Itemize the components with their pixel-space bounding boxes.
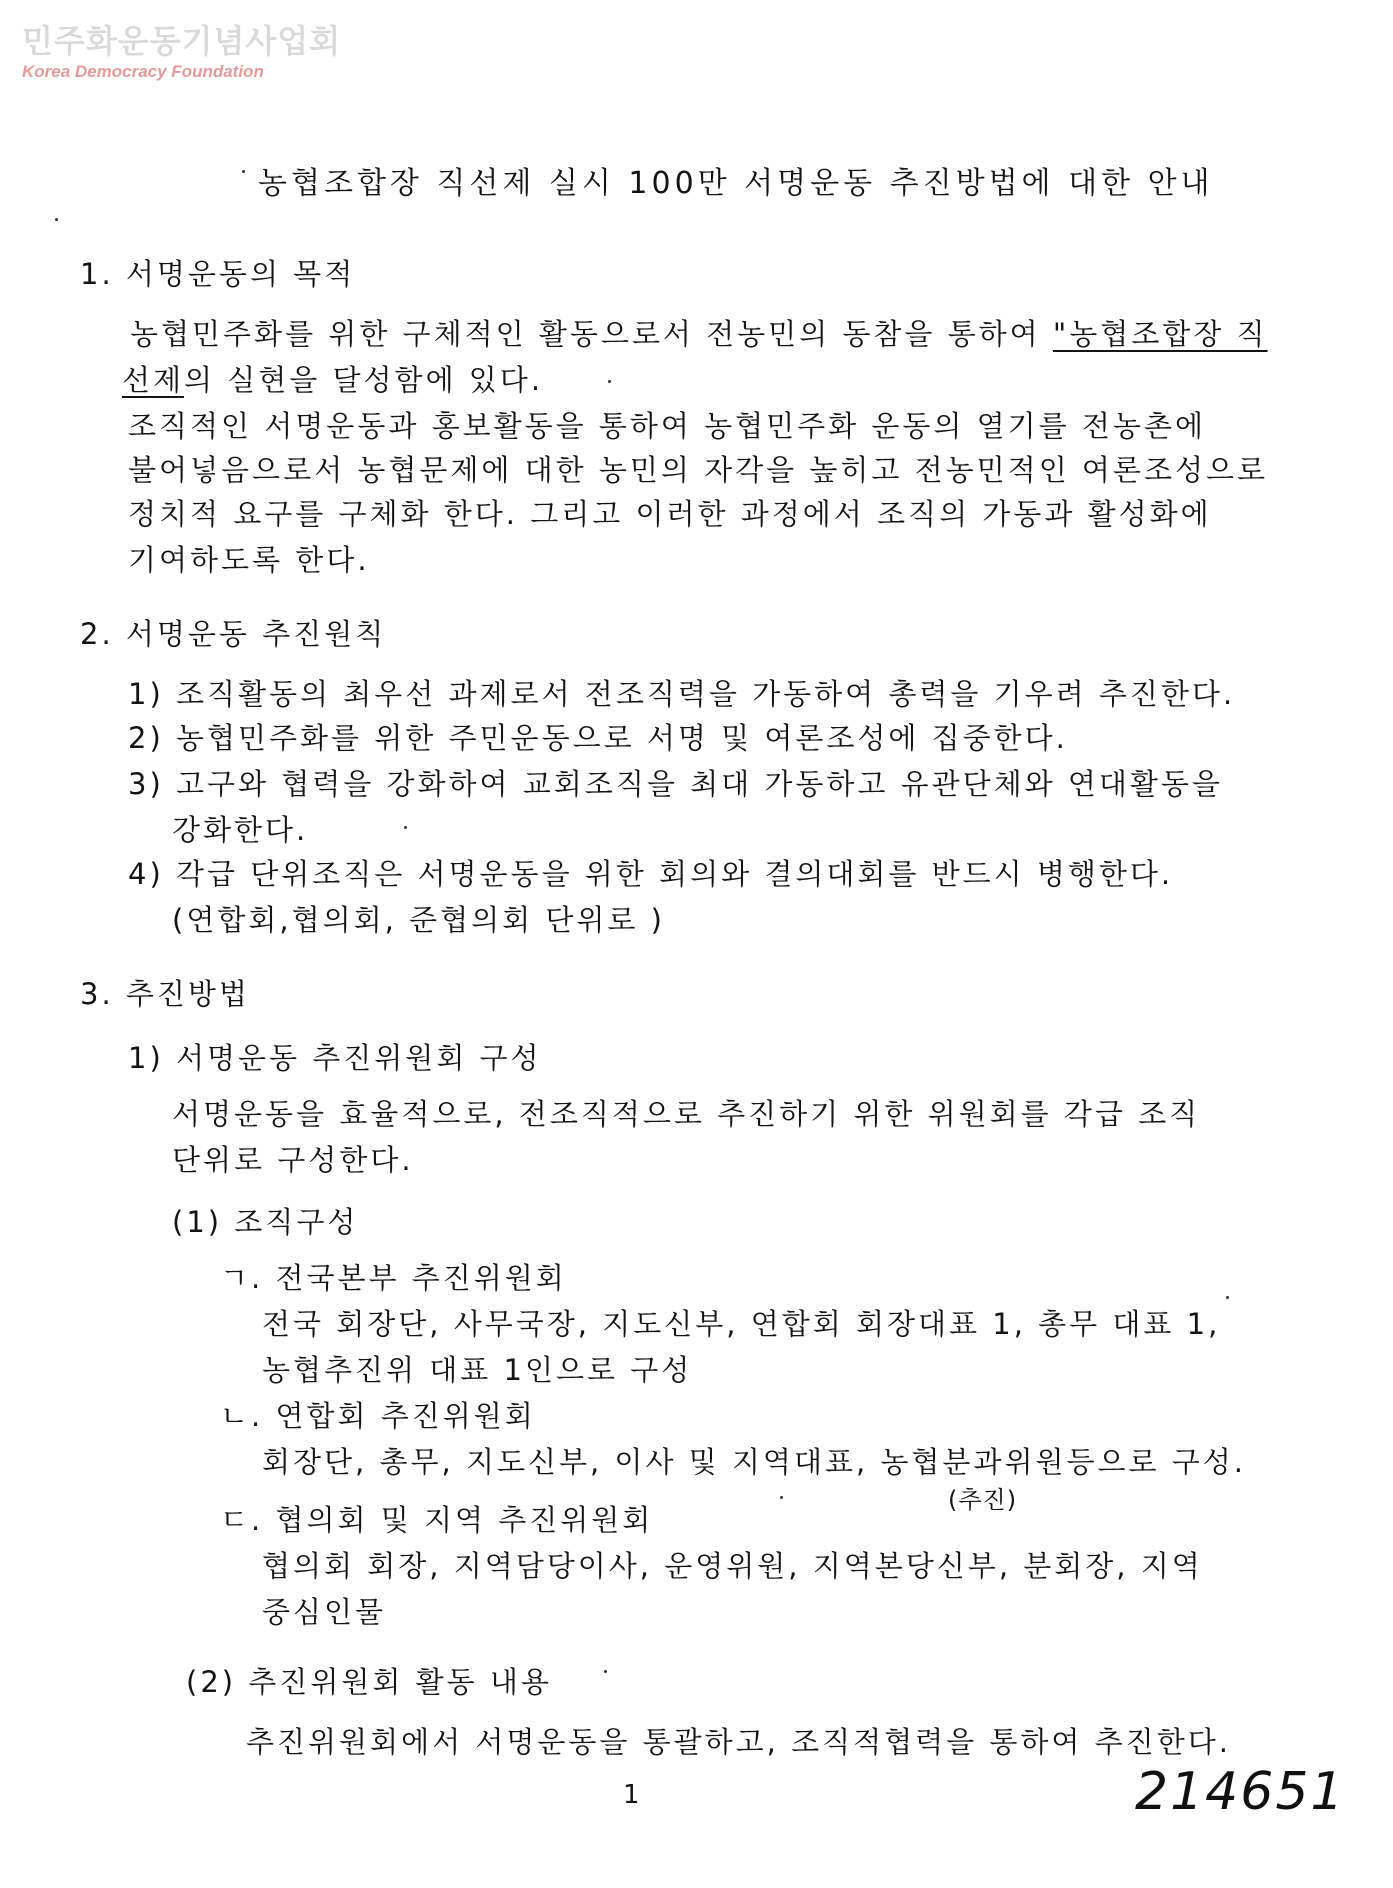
section-2-item-3: 3) 고구와 협력을 강화하여 교회조직을 최대 가동하고 유관단체와 연대활동을	[128, 767, 1223, 801]
page-number: 1	[623, 1780, 640, 1810]
section-1-underlined-phrase-start: "농협조합장 직	[1052, 317, 1268, 351]
section-2-item-4-cont: (연합회,협의회, 준협의회 단위로 )	[172, 903, 665, 937]
scan-speck	[55, 218, 58, 221]
section-3-1-line-1: 서명운동을 효율적으로, 전조직적으로 추진하기 위한 위원회를 각급 조직	[172, 1097, 1201, 1131]
section-1-line-5: 정치적 요구를 구체화 한다. 그리고 이러한 과정에서 조직의 가동과 활성화에	[128, 497, 1212, 531]
section-1-line-4: 불어넣음으로서 농협문제에 대한 농민의 자각을 높히고 전농민적인 여론조성으로	[128, 453, 1269, 487]
subsection-na-heading: ㄴ. 연합회 추진위원회	[220, 1399, 536, 1433]
subsection-na-line-1: 회장단, 총무, 지도신부, 이사 및 지역대표, 농협분과위원등으로 구성.	[262, 1445, 1246, 1479]
watermark-english: Korea Democracy Foundation	[22, 62, 264, 81]
subsection-ga-line-2: 농협추진위 대표 1인으로 구성	[262, 1353, 693, 1387]
section-1-line-2-text: 의 실현을 달성함에 있다.	[184, 363, 544, 397]
subsection-ga-heading: ㄱ. 전국본부 추진위원회	[220, 1261, 567, 1295]
section-1-line-2	[122, 358, 543, 399]
section-3-1-line-2: 단위로 구성한다.	[172, 1143, 414, 1177]
section-1-heading: 1. 서명운동의 목적	[80, 257, 356, 291]
section-1-line-3: 조직적인 서명운동과 홍보활동을 통하여 농협민주화 운동의 열기를 전농촌에	[128, 409, 1206, 443]
handwritten-annotation: (추진)	[948, 1486, 1018, 1514]
subsection-da-line-2: 중심인물	[262, 1595, 387, 1629]
section-3-1-2-line-1: 추진위원회에서 서명운동을 통괄하고, 조직적협력을 통하여 추진한다.	[246, 1725, 1231, 1759]
section-2-item-2: 2) 농협민주화를 위한 주민운동으로 서명 및 여론조성에 집중한다.	[128, 721, 1068, 755]
section-1-line-6: 기여하도록 한다.	[128, 543, 370, 577]
section-1-underlined-phrase-end: 선제	[122, 363, 185, 397]
section-3-1-1-heading: (1) 조직구성	[172, 1205, 359, 1239]
section-1-line-1	[130, 312, 1268, 353]
section-2-item-1: 1) 조직활동의 최우선 과제로서 전조직력을 가동하여 총력을 기우려 추진한다.	[128, 677, 1236, 711]
watermark-korean: 민주화운동기념사업회	[22, 22, 342, 60]
handwritten-document-number: 214651	[1135, 1762, 1346, 1822]
scan-speck	[604, 1670, 607, 1673]
scan-speck	[242, 170, 245, 173]
section-2-item-3-cont: 강화한다.	[172, 813, 309, 847]
section-3-1-2-heading: (2) 추진위원회 활동 내용	[186, 1665, 552, 1699]
scan-speck	[1226, 1296, 1229, 1299]
section-2-heading: 2. 서명운동 추진원칙	[80, 617, 387, 651]
section-3-heading: 3. 추진방법	[80, 977, 250, 1011]
section-3-1-heading: 1) 서명운동 추진위원회 구성	[128, 1041, 542, 1075]
subsection-ga-line-1: 전국 회장단, 사무국장, 지도신부, 연합회 회장대표 1, 총무 대표 1,	[262, 1307, 1221, 1341]
scan-speck	[780, 1496, 783, 1499]
subsection-da-line-1: 협의회 회장, 지역담당이사, 운영위원, 지역본당신부, 분회장, 지역	[262, 1549, 1203, 1583]
document-title: 농협조합장 직선제 실시 100만 서명운동 추진방법에 대한 안내	[258, 166, 1214, 201]
section-1-line-1-text: 농협민주화를 위한 구체적인 활동으로서 전농민의 동참을 통하여	[130, 317, 1053, 351]
section-2-item-4: 4) 각급 단위조직은 서명운동을 위한 회의와 결의대회를 반드시 병행한다.	[128, 857, 1174, 891]
subsection-da-heading: ㄷ. 협의회 및 지역 추진위원회	[220, 1503, 654, 1537]
scan-speck	[404, 826, 407, 829]
scan-speck	[608, 380, 611, 383]
